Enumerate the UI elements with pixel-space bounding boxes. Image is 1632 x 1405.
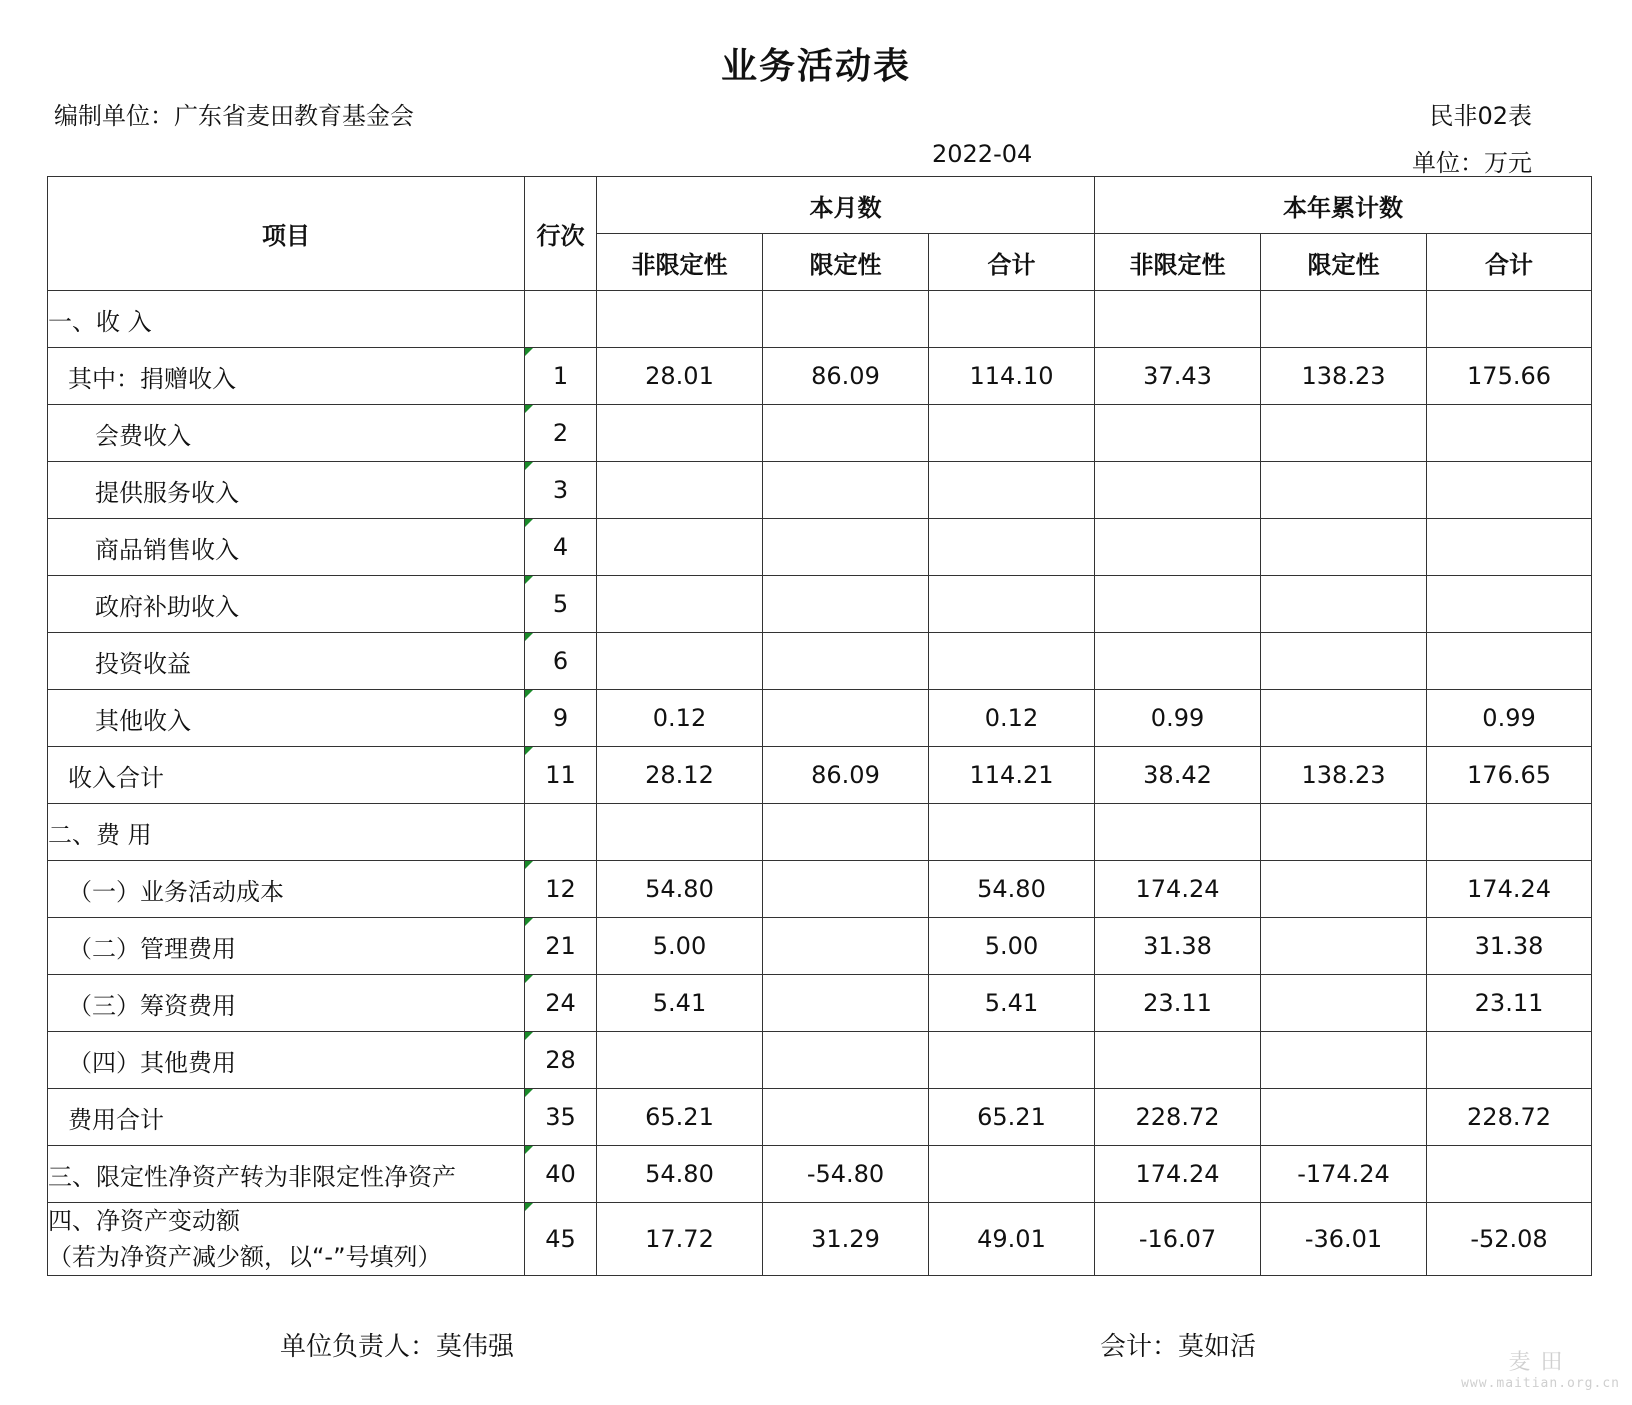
cell-marker-icon xyxy=(525,1032,533,1040)
unit-label: 单位：万元 xyxy=(1412,149,1532,177)
form-number: 民非02表 xyxy=(1429,102,1532,130)
cell-y-res xyxy=(1261,975,1427,1032)
cell-m-res xyxy=(763,804,929,861)
cell-y-total: 175.66 xyxy=(1427,348,1592,405)
cell-marker-icon xyxy=(525,747,533,755)
cell-m-unres: 5.41 xyxy=(597,975,763,1032)
cell-y-total xyxy=(1427,1146,1592,1203)
row-item: （二）管理费用 xyxy=(48,918,525,975)
cell-marker-icon xyxy=(525,690,533,698)
table-row xyxy=(48,291,1592,348)
row-item-label: 四、净资产变动额 xyxy=(48,1207,240,1235)
cell-y-res xyxy=(1261,918,1427,975)
header-year-total: 合计 xyxy=(1427,234,1592,291)
cell-marker-icon xyxy=(525,462,533,470)
cell-m-unres: 65.21 xyxy=(597,1089,763,1146)
cell-y-unres xyxy=(1095,405,1261,462)
cell-m-res xyxy=(763,462,929,519)
cell-y-total: -52.08 xyxy=(1427,1203,1592,1276)
cell-m-total xyxy=(929,804,1095,861)
header-month-total: 合计 xyxy=(929,234,1095,291)
cell-y-unres: 38.42 xyxy=(1095,747,1261,804)
row-line-text: 11 xyxy=(545,761,576,789)
cell-y-res xyxy=(1261,633,1427,690)
cell-y-total xyxy=(1427,576,1592,633)
report-title: 业务活动表 xyxy=(720,46,911,87)
signature-head: 单位负责人：莫伟强 xyxy=(280,1332,515,1362)
cell-m-res xyxy=(763,1032,929,1089)
row-line-number xyxy=(525,918,597,975)
cell-m-unres: 17.72 xyxy=(597,1203,763,1276)
table-row xyxy=(48,918,1592,975)
cell-m-total: 65.21 xyxy=(929,1089,1095,1146)
cell-y-res: -36.01 xyxy=(1261,1203,1427,1276)
cell-m-res xyxy=(763,918,929,975)
cell-m-total xyxy=(929,462,1095,519)
table-row xyxy=(48,1089,1592,1146)
cell-m-unres: 28.12 xyxy=(597,747,763,804)
row-item xyxy=(48,1203,525,1276)
cell-m-total xyxy=(929,576,1095,633)
cell-y-unres xyxy=(1095,291,1261,348)
cell-y-unres xyxy=(1095,519,1261,576)
activity-statement-table xyxy=(47,176,1592,1276)
table-row xyxy=(48,747,1592,804)
cell-y-total xyxy=(1427,405,1592,462)
cell-y-res xyxy=(1261,462,1427,519)
cell-marker-icon xyxy=(525,405,533,413)
watermark-mark: 麦田 xyxy=(1508,1350,1573,1375)
row-line-text: 4 xyxy=(552,533,569,561)
cell-y-total: 174.24 xyxy=(1427,861,1592,918)
cell-y-unres xyxy=(1095,576,1261,633)
cell-y-total: 23.11 xyxy=(1427,975,1592,1032)
row-line-text: 24 xyxy=(545,989,576,1017)
table-row xyxy=(48,975,1592,1032)
row-item: （一）业务活动成本 xyxy=(48,861,525,918)
cell-y-total xyxy=(1427,633,1592,690)
table-row xyxy=(48,519,1592,576)
table-row xyxy=(48,861,1592,918)
row-line-number xyxy=(525,975,597,1032)
cell-m-unres: 54.80 xyxy=(597,861,763,918)
row-line-text: 9 xyxy=(552,704,569,732)
cell-m-total xyxy=(929,291,1095,348)
watermark-logo xyxy=(1461,1345,1620,1391)
cell-y-unres xyxy=(1095,1032,1261,1089)
cell-m-unres xyxy=(597,633,763,690)
cell-m-res xyxy=(763,405,929,462)
cell-m-total: 114.10 xyxy=(929,348,1095,405)
signature-accountant: 会计：莫如活 xyxy=(1100,1332,1257,1362)
row-line-text: 3 xyxy=(552,476,569,504)
cell-m-unres xyxy=(597,1032,763,1089)
cell-m-total xyxy=(929,1146,1095,1203)
cell-y-unres: -16.07 xyxy=(1095,1203,1261,1276)
row-item: 会费收入 xyxy=(48,405,525,462)
cell-m-unres: 0.12 xyxy=(597,690,763,747)
cell-y-total xyxy=(1427,1032,1592,1089)
cell-m-res: 86.09 xyxy=(763,348,929,405)
cell-marker-icon xyxy=(525,633,533,641)
cell-m-res: 86.09 xyxy=(763,747,929,804)
table-row xyxy=(48,1032,1592,1089)
row-line-number xyxy=(525,861,597,918)
cell-marker-icon xyxy=(525,918,533,926)
table-row xyxy=(48,405,1592,462)
cell-y-res xyxy=(1261,519,1427,576)
row-line-number xyxy=(525,690,597,747)
cell-m-unres: 28.01 xyxy=(597,348,763,405)
cell-marker-icon xyxy=(525,519,533,527)
row-line-text: 6 xyxy=(552,647,569,675)
cell-y-total xyxy=(1427,291,1592,348)
row-line-number xyxy=(525,804,597,861)
header-month-restricted: 限定性 xyxy=(763,234,929,291)
cell-y-unres: 174.24 xyxy=(1095,1146,1261,1203)
cell-y-unres: 228.72 xyxy=(1095,1089,1261,1146)
row-item: 政府补助收入 xyxy=(48,576,525,633)
header-month-group: 本月数 xyxy=(597,177,1095,234)
cell-m-total: 49.01 xyxy=(929,1203,1095,1276)
row-line-number xyxy=(525,747,597,804)
cell-m-unres xyxy=(597,405,763,462)
row-line-text: 21 xyxy=(545,932,576,960)
cell-m-total: 114.21 xyxy=(929,747,1095,804)
cell-y-total: 0.99 xyxy=(1427,690,1592,747)
cell-y-res xyxy=(1261,291,1427,348)
table-row xyxy=(48,348,1592,405)
cell-y-unres xyxy=(1095,804,1261,861)
cell-y-unres xyxy=(1095,633,1261,690)
row-line-number xyxy=(525,1089,597,1146)
cell-y-total xyxy=(1427,519,1592,576)
row-item: 收入合计 xyxy=(48,747,525,804)
row-line-number xyxy=(525,1203,597,1276)
cell-m-total: 54.80 xyxy=(929,861,1095,918)
cell-y-res: 138.23 xyxy=(1261,348,1427,405)
cell-y-total: 176.65 xyxy=(1427,747,1592,804)
row-item: 其他收入 xyxy=(48,690,525,747)
cell-m-total: 0.12 xyxy=(929,690,1095,747)
table-row xyxy=(48,690,1592,747)
row-line-number xyxy=(525,462,597,519)
org-label: 编制单位：广东省麦田教育基金会 xyxy=(54,102,414,130)
row-line-text: 2 xyxy=(552,419,569,447)
cell-m-total xyxy=(929,519,1095,576)
cell-m-res xyxy=(763,861,929,918)
cell-y-total xyxy=(1427,462,1592,519)
cell-m-res xyxy=(763,633,929,690)
cell-m-total: 5.00 xyxy=(929,918,1095,975)
header-line: 行次 xyxy=(525,177,597,291)
cell-marker-icon xyxy=(525,576,533,584)
table-row xyxy=(48,804,1592,861)
cell-marker-icon xyxy=(525,348,533,356)
cell-m-unres xyxy=(597,462,763,519)
cell-m-res xyxy=(763,1089,929,1146)
watermark-url: www.maitian.org.cn xyxy=(1461,1376,1620,1391)
header-month-unrestricted: 非限定性 xyxy=(597,234,763,291)
row-item: 投资收益 xyxy=(48,633,525,690)
row-item: （三）筹资费用 xyxy=(48,975,525,1032)
cell-m-res: -54.80 xyxy=(763,1146,929,1203)
table-row xyxy=(48,1146,1592,1203)
cell-y-res: -174.24 xyxy=(1261,1146,1427,1203)
cell-y-total: 228.72 xyxy=(1427,1089,1592,1146)
cell-m-total xyxy=(929,405,1095,462)
cell-m-res: 31.29 xyxy=(763,1203,929,1276)
cell-y-unres: 0.99 xyxy=(1095,690,1261,747)
cell-y-res xyxy=(1261,1032,1427,1089)
cell-m-unres: 5.00 xyxy=(597,918,763,975)
cell-y-unres: 174.24 xyxy=(1095,861,1261,918)
cell-y-total: 31.38 xyxy=(1427,918,1592,975)
cell-y-unres: 23.11 xyxy=(1095,975,1261,1032)
row-item: 提供服务收入 xyxy=(48,462,525,519)
row-item: 二、费 用 xyxy=(48,804,525,861)
cell-marker-icon xyxy=(525,1203,533,1211)
cell-m-total xyxy=(929,633,1095,690)
table-row xyxy=(48,1203,1592,1276)
cell-m-total xyxy=(929,1032,1095,1089)
cell-y-res xyxy=(1261,405,1427,462)
cell-m-unres xyxy=(597,804,763,861)
header-year-restricted: 限定性 xyxy=(1261,234,1427,291)
row-line-number xyxy=(525,633,597,690)
cell-y-unres xyxy=(1095,462,1261,519)
cell-m-res xyxy=(763,690,929,747)
row-line-text: 45 xyxy=(545,1225,576,1253)
header-item: 项目 xyxy=(48,177,525,291)
row-line-text: 28 xyxy=(545,1046,576,1074)
cell-y-res xyxy=(1261,690,1427,747)
cell-m-res xyxy=(763,576,929,633)
cell-y-res: 138.23 xyxy=(1261,747,1427,804)
cell-y-res xyxy=(1261,576,1427,633)
cell-m-res xyxy=(763,291,929,348)
cell-m-total: 5.41 xyxy=(929,975,1095,1032)
row-item: （四）其他费用 xyxy=(48,1032,525,1089)
row-line-number xyxy=(525,1146,597,1203)
cell-m-res xyxy=(763,975,929,1032)
row-line-number xyxy=(525,291,597,348)
row-line-number xyxy=(525,348,597,405)
cell-marker-icon xyxy=(525,1146,533,1154)
row-line-number xyxy=(525,1032,597,1089)
cell-y-unres: 31.38 xyxy=(1095,918,1261,975)
row-line-text: 5 xyxy=(552,590,569,618)
row-item: 三、限定性净资产转为非限定性净资产 xyxy=(48,1146,525,1203)
row-line-text: 1 xyxy=(552,362,569,390)
report-period: 2022-04 xyxy=(932,140,1033,168)
cell-y-res xyxy=(1261,804,1427,861)
row-line-text: 35 xyxy=(545,1103,576,1131)
table-row xyxy=(48,576,1592,633)
row-line-number xyxy=(525,405,597,462)
cell-marker-icon xyxy=(525,975,533,983)
header-year-unrestricted: 非限定性 xyxy=(1095,234,1261,291)
table-row xyxy=(48,462,1592,519)
row-item: 一、收 入 xyxy=(48,291,525,348)
row-item: 费用合计 xyxy=(48,1089,525,1146)
row-line-text: 40 xyxy=(545,1160,576,1188)
row-item-note: （若为净资产减少额，以“-”号填列） xyxy=(48,1243,442,1271)
table-row xyxy=(48,633,1592,690)
cell-m-unres xyxy=(597,576,763,633)
cell-m-unres: 54.80 xyxy=(597,1146,763,1203)
cell-y-res xyxy=(1261,1089,1427,1146)
cell-marker-icon xyxy=(525,1089,533,1097)
row-item: 商品销售收入 xyxy=(48,519,525,576)
cell-y-res xyxy=(1261,861,1427,918)
cell-y-total xyxy=(1427,804,1592,861)
cell-marker-icon xyxy=(525,861,533,869)
cell-m-unres xyxy=(597,291,763,348)
header-year-group: 本年累计数 xyxy=(1095,177,1592,234)
cell-y-unres: 37.43 xyxy=(1095,348,1261,405)
row-line-number xyxy=(525,576,597,633)
cell-m-unres xyxy=(597,519,763,576)
cell-m-res xyxy=(763,519,929,576)
row-item: 其中：捐赠收入 xyxy=(48,348,525,405)
row-line-number xyxy=(525,519,597,576)
row-line-text: 12 xyxy=(545,875,576,903)
